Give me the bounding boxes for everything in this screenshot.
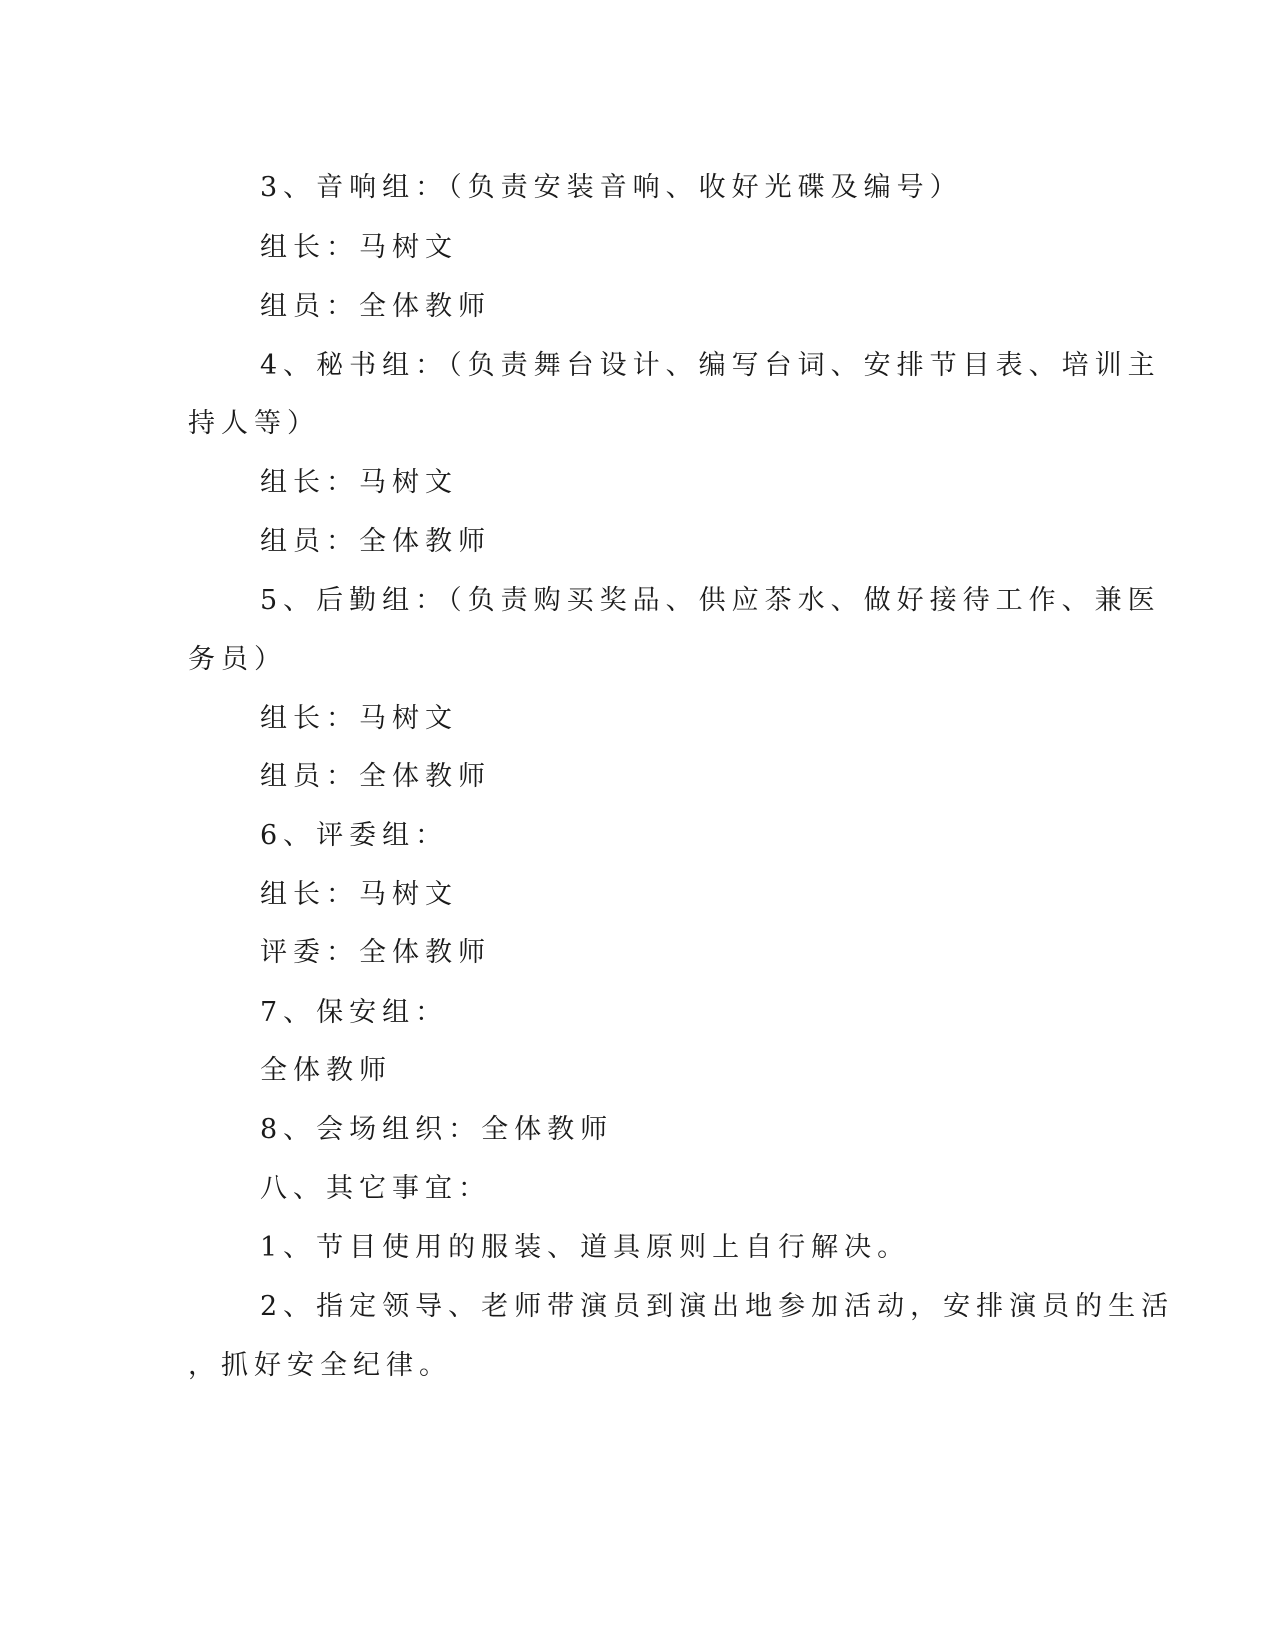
- secretary-group-heading-cont: 持人等）: [188, 408, 320, 439]
- other-matters-item-1: 1、节目使用的服装、道具原则上自行解决。: [260, 1232, 911, 1263]
- other-matters-item-2: 2、指定领导、老师带演员到演出地参加活动，安排演员的生活: [260, 1291, 1175, 1322]
- section-venue-organization: 8、会场组织：全体教师: [260, 1114, 614, 1145]
- sound-group-members: 组员：全体教师: [260, 291, 491, 322]
- secretary-group-leader: 组长：马树文: [260, 467, 458, 498]
- security-group-members: 全体教师: [260, 1055, 392, 1086]
- logistics-group-members: 组员：全体教师: [260, 761, 491, 792]
- judges-group-members: 评委：全体教师: [260, 937, 491, 968]
- judges-group-leader: 组长：马树文: [260, 879, 458, 910]
- logistics-group-heading-cont: 务员）: [188, 644, 287, 675]
- secretary-group-members: 组员：全体教师: [260, 526, 491, 557]
- sound-group-leader: 组长：马树文: [260, 232, 458, 263]
- logistics-group-leader: 组长：马树文: [260, 703, 458, 734]
- section-security-group-heading: 7、保安组：: [260, 997, 449, 1028]
- section-judges-group-heading: 6、评委组：: [260, 820, 449, 851]
- other-matters-item-2-cont: ，抓好安全纪律。: [188, 1350, 452, 1381]
- section-other-matters-heading: 八、其它事宜：: [260, 1173, 491, 1204]
- section-secretary-group-heading: 4、秘书组：（负责舞台设计、编写台词、安排节目表、培训主: [260, 350, 1161, 381]
- section-sound-group-heading: 3、音响组：（负责安装音响、收好光碟及编号）: [260, 172, 963, 203]
- section-logistics-group-heading: 5、后勤组：（负责购买奖品、供应茶水、做好接待工作、兼医: [260, 585, 1161, 616]
